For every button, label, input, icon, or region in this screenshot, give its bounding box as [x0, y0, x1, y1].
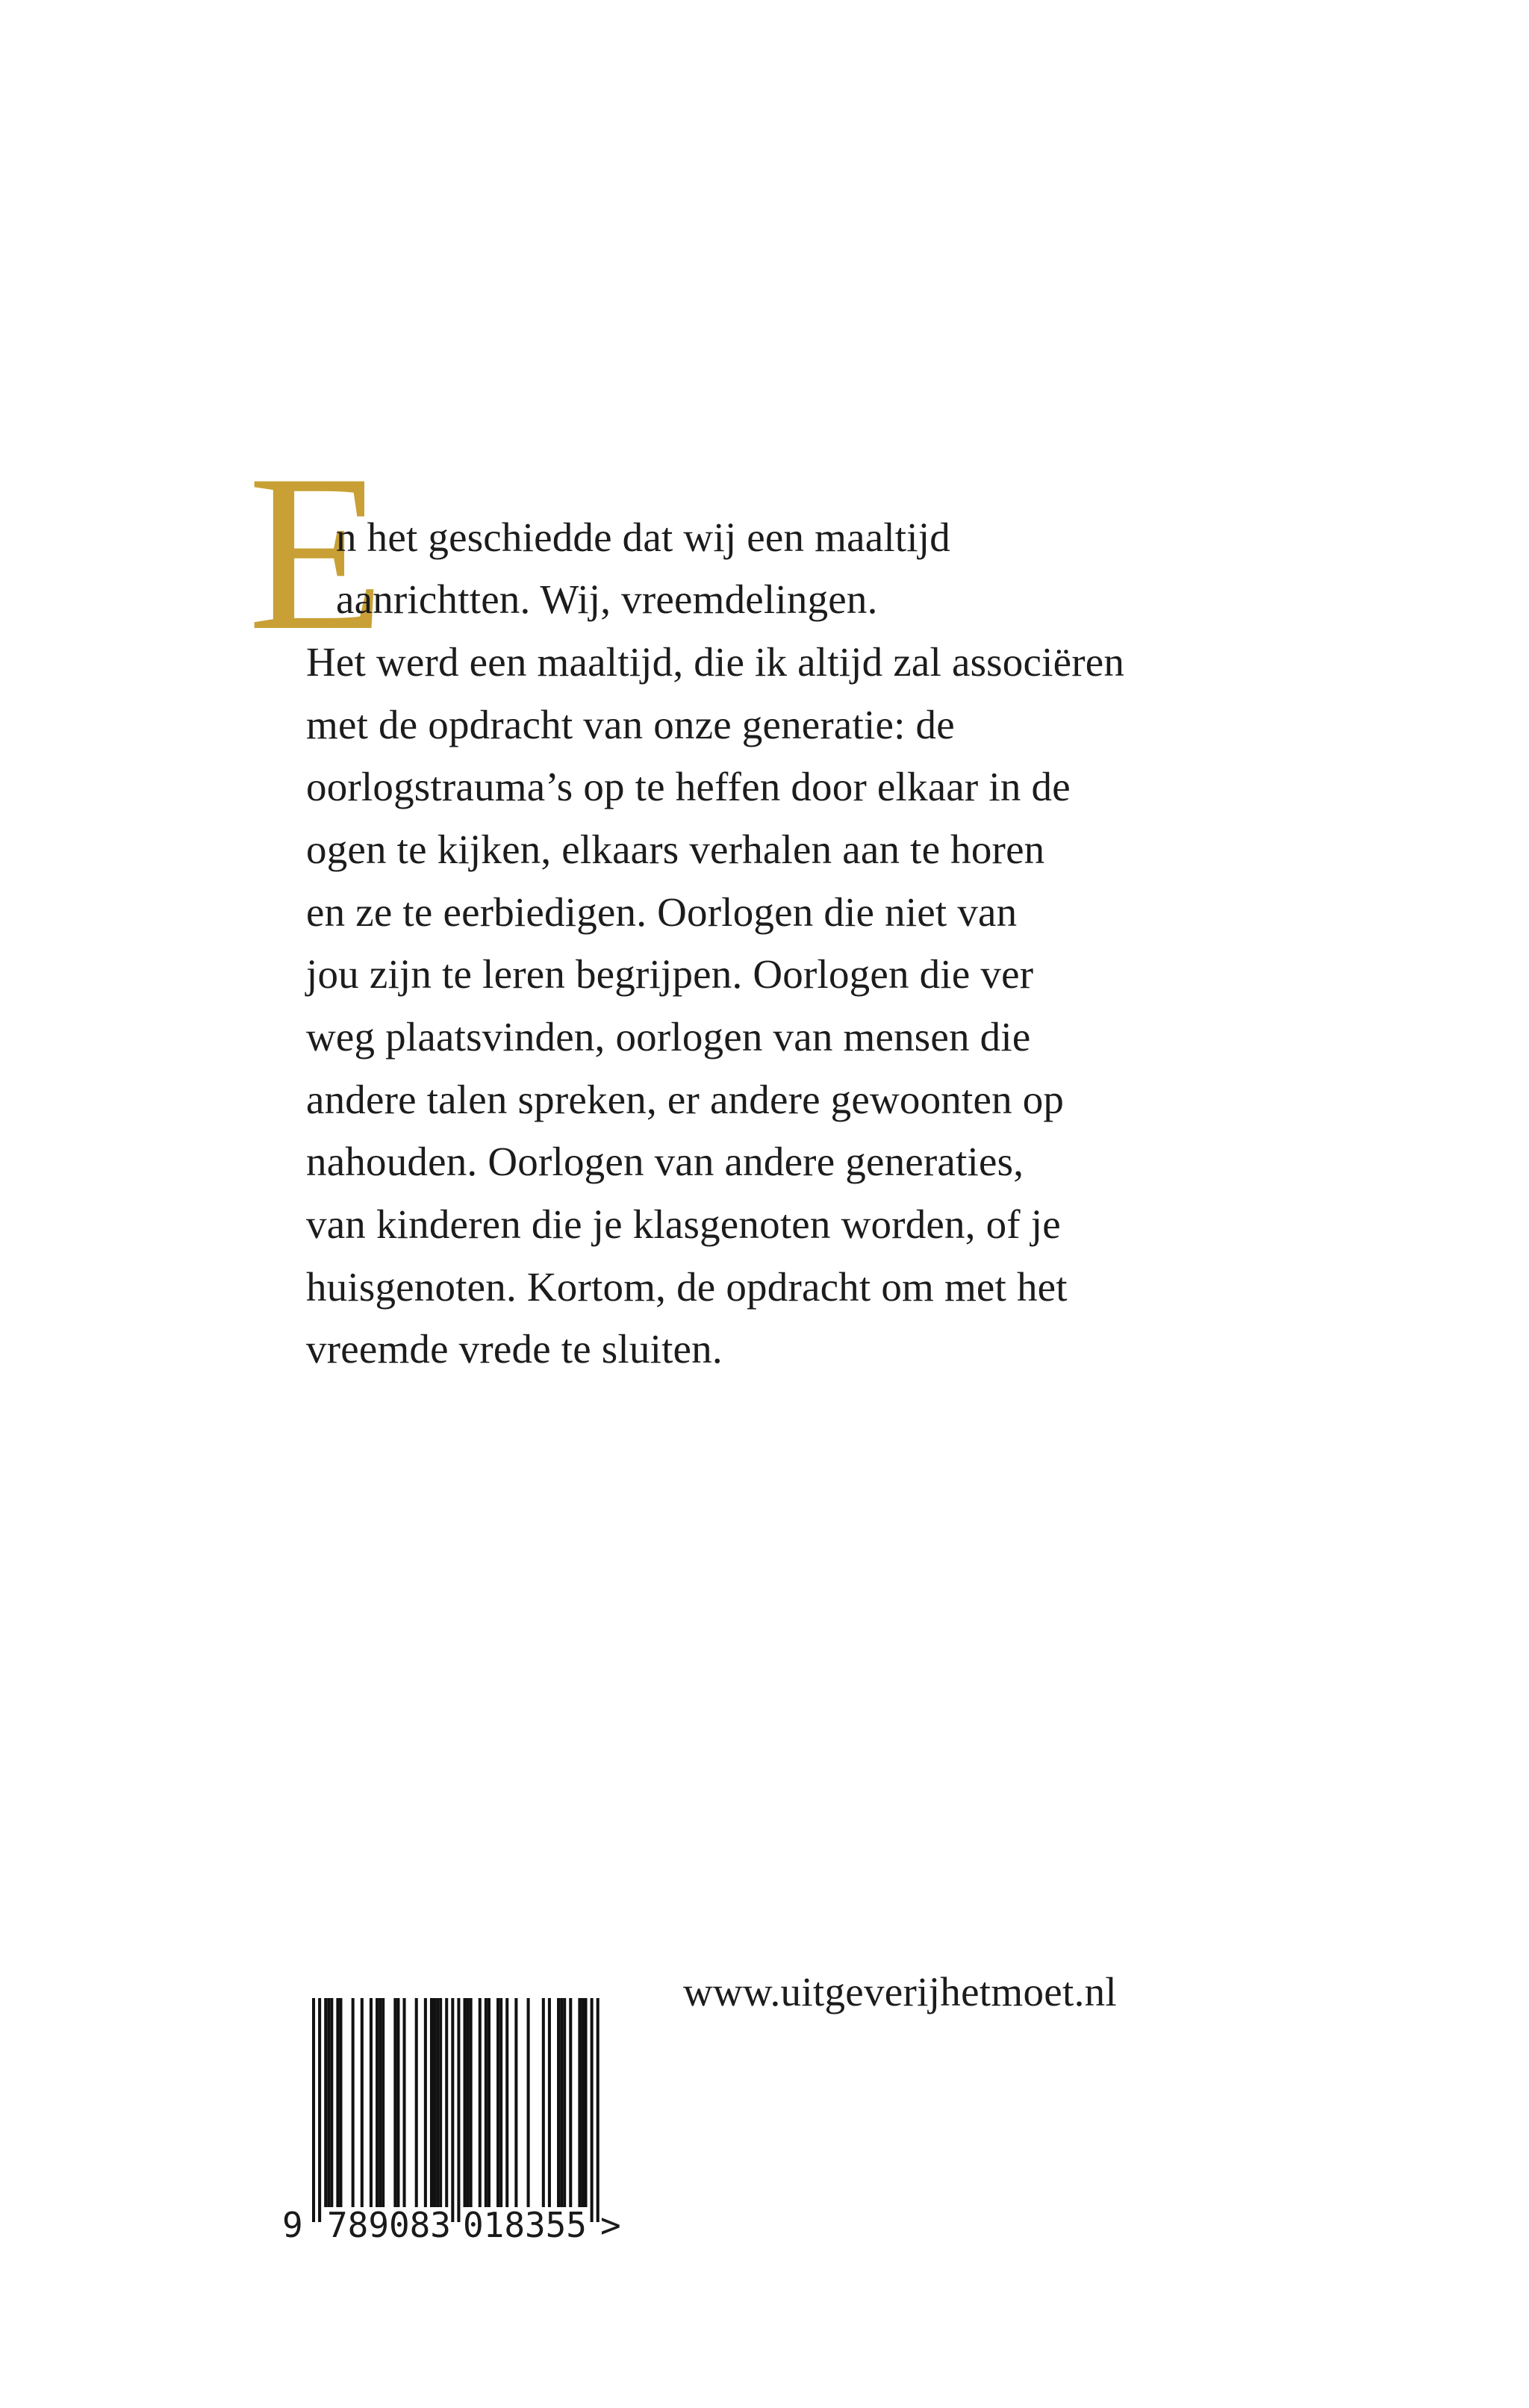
- blurb-line-14: vreemde vrede te sluiten.: [306, 1326, 723, 1372]
- blurb-line-13: huisgenoten. Kortom, de opdracht om met het: [306, 1264, 1068, 1310]
- blurb-line-10: andere talen spreken, er andere gewoonten op: [306, 1077, 1065, 1122]
- barcode-bars: [312, 1998, 600, 2222]
- blurb-line-9: weg plaatsvinden, oorlogen van mensen die: [306, 1014, 1031, 1060]
- barcode-digit-first: 9: [282, 2205, 303, 2244]
- blurb-line-5: oorlogstrauma’s op te heffen door elkaar in de: [306, 764, 1071, 809]
- drop-cap-initial: E: [248, 429, 385, 676]
- blurb-line-8: jou zijn te leren begrijpen. Oorlogen die ver: [306, 951, 1034, 997]
- blurb-line-12: van kinderen die je klasgenoten worden, of je: [306, 1201, 1061, 1247]
- barcode-digits-right: 018355: [463, 2205, 587, 2244]
- blurb-line-11: nahouden. Oorlogen van andere generaties,: [306, 1139, 1024, 1184]
- blurb-line-7: en ze te eerbiedigen. Oorlogen die niet van: [306, 889, 1018, 935]
- blurb-line-4: met de opdracht van onze generatie: de: [306, 702, 955, 747]
- blurb-line-3: Het werd een maaltijd, die ik altijd zal associëren: [306, 639, 1125, 685]
- publisher-url: www.uitgeverijhetmoet.nl: [683, 1969, 1117, 2015]
- blurb-line-1: n het geschiedde dat wij een maaltijd: [336, 514, 950, 560]
- barcode-quiet-zone-marker: >: [600, 2205, 621, 2244]
- blurb-line-2: aanrichtten. Wij, vreemdelingen.: [336, 576, 878, 622]
- barcode-digits-left: 789083: [327, 2205, 451, 2244]
- isbn-barcode: [276, 1998, 635, 2244]
- blurb-line-6: ogen te kijken, elkaars verhalen aan te horen: [306, 827, 1045, 872]
